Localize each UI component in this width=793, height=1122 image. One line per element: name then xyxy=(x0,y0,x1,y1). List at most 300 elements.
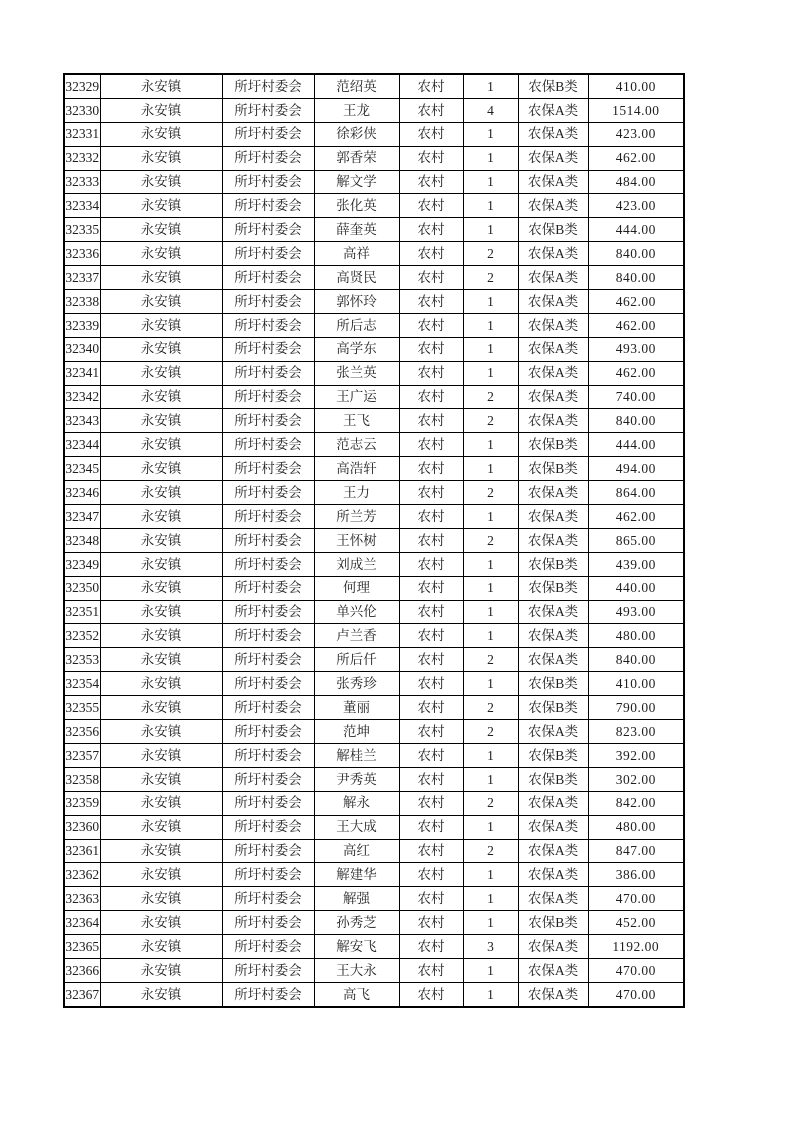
table-cell-id: 32360 xyxy=(64,815,100,839)
table-cell-amount: 423.00 xyxy=(588,122,684,146)
table-cell-id: 32349 xyxy=(64,552,100,576)
table-cell-id: 32357 xyxy=(64,743,100,767)
table-cell-count: 1 xyxy=(463,958,518,982)
table-cell-village: 所圩村委会 xyxy=(222,672,314,696)
table-cell-village: 所圩村委会 xyxy=(222,457,314,481)
table-cell-village: 所圩村委会 xyxy=(222,74,314,98)
table-row xyxy=(64,98,684,122)
table-cell-category: 农保B类 xyxy=(518,433,588,457)
table-cell-town: 永安镇 xyxy=(100,194,222,218)
table-cell-area_type: 农村 xyxy=(399,74,463,98)
table-cell-id: 32348 xyxy=(64,528,100,552)
table-cell-amount: 444.00 xyxy=(588,218,684,242)
table-cell-name: 范绍英 xyxy=(314,74,399,98)
table-cell-name: 高飞 xyxy=(314,982,399,1006)
table-cell-town: 永安镇 xyxy=(100,146,222,170)
table-row xyxy=(64,648,684,672)
table-cell-name: 郭香荣 xyxy=(314,146,399,170)
table-cell-area_type: 农村 xyxy=(399,481,463,505)
table-cell-name: 解桂兰 xyxy=(314,743,399,767)
table-cell-town: 永安镇 xyxy=(100,457,222,481)
table-cell-count: 1 xyxy=(463,576,518,600)
table-cell-category: 农保A类 xyxy=(518,266,588,290)
table-cell-town: 永安镇 xyxy=(100,911,222,935)
table-cell-village: 所圩村委会 xyxy=(222,528,314,552)
table-cell-village: 所圩村委会 xyxy=(222,815,314,839)
table-cell-name: 刘成兰 xyxy=(314,552,399,576)
table-cell-category: 农保A类 xyxy=(518,409,588,433)
table-cell-area_type: 农村 xyxy=(399,624,463,648)
table-cell-town: 永安镇 xyxy=(100,576,222,600)
table-cell-category: 农保A类 xyxy=(518,98,588,122)
table-cell-id: 32350 xyxy=(64,576,100,600)
table-cell-category: 农保B类 xyxy=(518,911,588,935)
table-cell-id: 32335 xyxy=(64,218,100,242)
table-row xyxy=(64,242,684,266)
table-cell-town: 永安镇 xyxy=(100,98,222,122)
table-cell-town: 永安镇 xyxy=(100,266,222,290)
table-cell-amount: 740.00 xyxy=(588,385,684,409)
table-cell-category: 农保B类 xyxy=(518,74,588,98)
table-cell-category: 农保A类 xyxy=(518,481,588,505)
table-cell-town: 永安镇 xyxy=(100,528,222,552)
table-cell-count: 3 xyxy=(463,935,518,959)
table-cell-amount: 840.00 xyxy=(588,266,684,290)
table-cell-name: 郭怀玲 xyxy=(314,290,399,314)
table-cell-amount: 840.00 xyxy=(588,242,684,266)
table-cell-amount: 452.00 xyxy=(588,911,684,935)
table-cell-town: 永安镇 xyxy=(100,337,222,361)
table-cell-count: 4 xyxy=(463,98,518,122)
table-cell-area_type: 农村 xyxy=(399,122,463,146)
table-cell-category: 农保A类 xyxy=(518,290,588,314)
table-cell-village: 所圩村委会 xyxy=(222,361,314,385)
table-cell-name: 卢兰香 xyxy=(314,624,399,648)
table-cell-name: 范坤 xyxy=(314,720,399,744)
table-cell-amount: 462.00 xyxy=(588,505,684,529)
table-cell-area_type: 农村 xyxy=(399,600,463,624)
table-cell-category: 农保A类 xyxy=(518,361,588,385)
table-cell-amount: 444.00 xyxy=(588,433,684,457)
table-row xyxy=(64,815,684,839)
table-cell-name: 解强 xyxy=(314,887,399,911)
table-cell-category: 农保B类 xyxy=(518,696,588,720)
table-cell-town: 永安镇 xyxy=(100,720,222,744)
table-row xyxy=(64,361,684,385)
table-cell-village: 所圩村委会 xyxy=(222,505,314,529)
table-cell-village: 所圩村委会 xyxy=(222,743,314,767)
table-cell-id: 32340 xyxy=(64,337,100,361)
table-cell-name: 所兰芳 xyxy=(314,505,399,529)
table-cell-count: 2 xyxy=(463,242,518,266)
table-cell-id: 32355 xyxy=(64,696,100,720)
table-cell-count: 1 xyxy=(463,743,518,767)
table-cell-category: 农保A类 xyxy=(518,600,588,624)
table-cell-town: 永安镇 xyxy=(100,767,222,791)
table-cell-id: 32346 xyxy=(64,481,100,505)
table-cell-village: 所圩村委会 xyxy=(222,266,314,290)
table-cell-amount: 462.00 xyxy=(588,313,684,337)
table-cell-name: 单兴伦 xyxy=(314,600,399,624)
table-cell-amount: 462.00 xyxy=(588,361,684,385)
table-cell-count: 1 xyxy=(463,337,518,361)
table-cell-town: 永安镇 xyxy=(100,624,222,648)
table-cell-name: 解建华 xyxy=(314,863,399,887)
table-cell-town: 永安镇 xyxy=(100,791,222,815)
table-cell-category: 农保A类 xyxy=(518,791,588,815)
table-row xyxy=(64,791,684,815)
table-cell-name: 王大永 xyxy=(314,958,399,982)
table-cell-count: 1 xyxy=(463,122,518,146)
table-cell-category: 农保A类 xyxy=(518,385,588,409)
table-cell-category: 农保A类 xyxy=(518,146,588,170)
table-cell-count: 1 xyxy=(463,600,518,624)
table-cell-count: 1 xyxy=(463,218,518,242)
table-cell-village: 所圩村委会 xyxy=(222,218,314,242)
table-cell-town: 永安镇 xyxy=(100,863,222,887)
table-row xyxy=(64,696,684,720)
table-cell-count: 1 xyxy=(463,505,518,529)
table-cell-id: 32342 xyxy=(64,385,100,409)
table-cell-category: 农保B类 xyxy=(518,576,588,600)
table-cell-town: 永安镇 xyxy=(100,242,222,266)
table-cell-area_type: 农村 xyxy=(399,194,463,218)
table-cell-area_type: 农村 xyxy=(399,290,463,314)
table-cell-amount: 847.00 xyxy=(588,839,684,863)
table-cell-amount: 865.00 xyxy=(588,528,684,552)
table-cell-name: 范志云 xyxy=(314,433,399,457)
table-cell-count: 1 xyxy=(463,552,518,576)
table-cell-count: 1 xyxy=(463,194,518,218)
table-cell-name: 王广运 xyxy=(314,385,399,409)
table-cell-category: 农保B类 xyxy=(518,552,588,576)
table-cell-village: 所圩村委会 xyxy=(222,481,314,505)
table-cell-area_type: 农村 xyxy=(399,958,463,982)
table-cell-id: 32358 xyxy=(64,767,100,791)
table-cell-village: 所圩村委会 xyxy=(222,982,314,1006)
table-cell-category: 农保A类 xyxy=(518,624,588,648)
table-cell-area_type: 农村 xyxy=(399,505,463,529)
table-row xyxy=(64,743,684,767)
table-cell-town: 永安镇 xyxy=(100,552,222,576)
table-cell-village: 所圩村委会 xyxy=(222,958,314,982)
table-row xyxy=(64,935,684,959)
table-cell-village: 所圩村委会 xyxy=(222,863,314,887)
table-cell-name: 董丽 xyxy=(314,696,399,720)
table-cell-id: 32329 xyxy=(64,74,100,98)
table-cell-category: 农保A类 xyxy=(518,935,588,959)
table-cell-area_type: 农村 xyxy=(399,767,463,791)
table-cell-village: 所圩村委会 xyxy=(222,791,314,815)
table-cell-count: 2 xyxy=(463,409,518,433)
table-row xyxy=(64,74,684,98)
table-cell-amount: 493.00 xyxy=(588,600,684,624)
table-cell-amount: 302.00 xyxy=(588,767,684,791)
table-cell-village: 所圩村委会 xyxy=(222,720,314,744)
table-cell-amount: 392.00 xyxy=(588,743,684,767)
table-cell-count: 1 xyxy=(463,982,518,1006)
table-row xyxy=(64,958,684,982)
table-cell-area_type: 农村 xyxy=(399,242,463,266)
table-cell-category: 农保B类 xyxy=(518,457,588,481)
table-row xyxy=(64,552,684,576)
table-cell-town: 永安镇 xyxy=(100,313,222,337)
table-cell-amount: 1514.00 xyxy=(588,98,684,122)
table-cell-count: 2 xyxy=(463,720,518,744)
table-cell-id: 32330 xyxy=(64,98,100,122)
table-cell-amount: 823.00 xyxy=(588,720,684,744)
table-cell-town: 永安镇 xyxy=(100,122,222,146)
table-cell-category: 农保A类 xyxy=(518,958,588,982)
table-cell-count: 1 xyxy=(463,313,518,337)
table-cell-town: 永安镇 xyxy=(100,218,222,242)
table-cell-name: 尹秀英 xyxy=(314,767,399,791)
table-cell-amount: 494.00 xyxy=(588,457,684,481)
table-cell-count: 2 xyxy=(463,648,518,672)
table-cell-id: 32353 xyxy=(64,648,100,672)
table-cell-count: 1 xyxy=(463,74,518,98)
table-cell-id: 32359 xyxy=(64,791,100,815)
table-row xyxy=(64,863,684,887)
table-cell-village: 所圩村委会 xyxy=(222,122,314,146)
table-cell-town: 永安镇 xyxy=(100,743,222,767)
table-cell-category: 农保A类 xyxy=(518,194,588,218)
table-cell-village: 所圩村委会 xyxy=(222,170,314,194)
table-cell-village: 所圩村委会 xyxy=(222,290,314,314)
table-cell-category: 农保A类 xyxy=(518,839,588,863)
table-cell-town: 永安镇 xyxy=(100,839,222,863)
table-cell-name: 解永 xyxy=(314,791,399,815)
table-cell-category: 农保A类 xyxy=(518,815,588,839)
table-cell-amount: 410.00 xyxy=(588,672,684,696)
table-row xyxy=(64,194,684,218)
table-cell-category: 农保A类 xyxy=(518,313,588,337)
table-cell-count: 1 xyxy=(463,290,518,314)
table-cell-category: 农保B类 xyxy=(518,743,588,767)
table-row xyxy=(64,146,684,170)
table-cell-category: 农保A类 xyxy=(518,337,588,361)
table-cell-category: 农保A类 xyxy=(518,242,588,266)
table-cell-area_type: 农村 xyxy=(399,911,463,935)
table-cell-category: 农保A类 xyxy=(518,648,588,672)
table-cell-village: 所圩村委会 xyxy=(222,696,314,720)
table-cell-amount: 1192.00 xyxy=(588,935,684,959)
table-cell-id: 32363 xyxy=(64,887,100,911)
table-cell-town: 永安镇 xyxy=(100,361,222,385)
table-cell-id: 32347 xyxy=(64,505,100,529)
table-cell-amount: 470.00 xyxy=(588,958,684,982)
table-cell-id: 32334 xyxy=(64,194,100,218)
table-cell-village: 所圩村委会 xyxy=(222,767,314,791)
table-cell-village: 所圩村委会 xyxy=(222,839,314,863)
table-cell-name: 张兰英 xyxy=(314,361,399,385)
table-cell-category: 农保A类 xyxy=(518,170,588,194)
table-cell-id: 32339 xyxy=(64,313,100,337)
table-cell-town: 永安镇 xyxy=(100,982,222,1006)
table-row xyxy=(64,720,684,744)
table-cell-area_type: 农村 xyxy=(399,266,463,290)
table-cell-id: 32338 xyxy=(64,290,100,314)
table-cell-id: 32354 xyxy=(64,672,100,696)
table-row xyxy=(64,624,684,648)
table-cell-village: 所圩村委会 xyxy=(222,313,314,337)
table-cell-count: 1 xyxy=(463,863,518,887)
table-cell-amount: 480.00 xyxy=(588,815,684,839)
table-cell-id: 32331 xyxy=(64,122,100,146)
table-cell-amount: 864.00 xyxy=(588,481,684,505)
table-cell-area_type: 农村 xyxy=(399,552,463,576)
table-cell-id: 32365 xyxy=(64,935,100,959)
table-cell-town: 永安镇 xyxy=(100,433,222,457)
table-cell-area_type: 农村 xyxy=(399,98,463,122)
table-cell-name: 王大成 xyxy=(314,815,399,839)
table-cell-amount: 462.00 xyxy=(588,146,684,170)
table-cell-area_type: 农村 xyxy=(399,218,463,242)
table-row xyxy=(64,528,684,552)
table-cell-id: 32333 xyxy=(64,170,100,194)
table-row xyxy=(64,911,684,935)
table-cell-id: 32332 xyxy=(64,146,100,170)
table-row xyxy=(64,457,684,481)
table-cell-area_type: 农村 xyxy=(399,433,463,457)
table-cell-category: 农保A类 xyxy=(518,505,588,529)
table-row xyxy=(64,218,684,242)
table-cell-amount: 790.00 xyxy=(588,696,684,720)
table-cell-count: 2 xyxy=(463,791,518,815)
table-cell-amount: 842.00 xyxy=(588,791,684,815)
table-cell-area_type: 农村 xyxy=(399,576,463,600)
table-cell-area_type: 农村 xyxy=(399,887,463,911)
table-row xyxy=(64,337,684,361)
table-cell-village: 所圩村委会 xyxy=(222,385,314,409)
table-cell-area_type: 农村 xyxy=(399,409,463,433)
table-cell-village: 所圩村委会 xyxy=(222,146,314,170)
table-cell-area_type: 农村 xyxy=(399,337,463,361)
table-cell-amount: 840.00 xyxy=(588,648,684,672)
table-cell-name: 高祥 xyxy=(314,242,399,266)
table-row xyxy=(64,122,684,146)
table-cell-name: 高贤民 xyxy=(314,266,399,290)
table-cell-town: 永安镇 xyxy=(100,648,222,672)
table-cell-town: 永安镇 xyxy=(100,481,222,505)
table-cell-area_type: 农村 xyxy=(399,839,463,863)
table-cell-amount: 484.00 xyxy=(588,170,684,194)
table-cell-count: 1 xyxy=(463,911,518,935)
table-cell-id: 32361 xyxy=(64,839,100,863)
table-cell-id: 32343 xyxy=(64,409,100,433)
table-row xyxy=(64,385,684,409)
table-cell-category: 农保B类 xyxy=(518,672,588,696)
table-cell-town: 永安镇 xyxy=(100,696,222,720)
table-cell-area_type: 农村 xyxy=(399,170,463,194)
table-cell-id: 32345 xyxy=(64,457,100,481)
table-cell-count: 1 xyxy=(463,767,518,791)
table-cell-area_type: 农村 xyxy=(399,863,463,887)
table-cell-amount: 480.00 xyxy=(588,624,684,648)
table-cell-category: 农保A类 xyxy=(518,863,588,887)
table-cell-id: 32341 xyxy=(64,361,100,385)
table-cell-name: 孙秀芝 xyxy=(314,911,399,935)
table-row xyxy=(64,505,684,529)
table-cell-category: 农保B类 xyxy=(518,218,588,242)
table-cell-count: 1 xyxy=(463,887,518,911)
table-cell-area_type: 农村 xyxy=(399,361,463,385)
table-cell-category: 农保A类 xyxy=(518,720,588,744)
table-cell-count: 1 xyxy=(463,146,518,170)
table-cell-name: 高红 xyxy=(314,839,399,863)
table-cell-area_type: 农村 xyxy=(399,720,463,744)
table-cell-village: 所圩村委会 xyxy=(222,887,314,911)
table-cell-name: 张秀珍 xyxy=(314,672,399,696)
table-cell-count: 1 xyxy=(463,170,518,194)
table-cell-area_type: 农村 xyxy=(399,672,463,696)
table-cell-town: 永安镇 xyxy=(100,935,222,959)
table-cell-name: 解文学 xyxy=(314,170,399,194)
payment-table-body xyxy=(64,74,684,1007)
table-cell-village: 所圩村委会 xyxy=(222,98,314,122)
table-cell-town: 永安镇 xyxy=(100,385,222,409)
table-row xyxy=(64,290,684,314)
table-cell-amount: 493.00 xyxy=(588,337,684,361)
table-cell-village: 所圩村委会 xyxy=(222,576,314,600)
table-cell-count: 2 xyxy=(463,385,518,409)
table-cell-area_type: 农村 xyxy=(399,313,463,337)
table-cell-id: 32364 xyxy=(64,911,100,935)
table-cell-town: 永安镇 xyxy=(100,600,222,624)
table-cell-id: 32337 xyxy=(64,266,100,290)
table-cell-village: 所圩村委会 xyxy=(222,935,314,959)
table-cell-area_type: 农村 xyxy=(399,935,463,959)
table-row xyxy=(64,481,684,505)
table-cell-count: 2 xyxy=(463,266,518,290)
table-row xyxy=(64,313,684,337)
table-cell-town: 永安镇 xyxy=(100,505,222,529)
table-cell-village: 所圩村委会 xyxy=(222,600,314,624)
table-cell-village: 所圩村委会 xyxy=(222,552,314,576)
table-cell-id: 32356 xyxy=(64,720,100,744)
table-cell-amount: 440.00 xyxy=(588,576,684,600)
table-cell-amount: 470.00 xyxy=(588,887,684,911)
table-cell-area_type: 农村 xyxy=(399,648,463,672)
table-cell-count: 1 xyxy=(463,815,518,839)
table-cell-village: 所圩村委会 xyxy=(222,194,314,218)
table-row xyxy=(64,266,684,290)
table-cell-id: 32351 xyxy=(64,600,100,624)
table-cell-town: 永安镇 xyxy=(100,290,222,314)
table-cell-category: 农保B类 xyxy=(518,767,588,791)
table-cell-area_type: 农村 xyxy=(399,743,463,767)
table-cell-name: 解安飞 xyxy=(314,935,399,959)
table-row xyxy=(64,887,684,911)
table-cell-village: 所圩村委会 xyxy=(222,648,314,672)
table-cell-name: 高学东 xyxy=(314,337,399,361)
table-cell-area_type: 农村 xyxy=(399,457,463,481)
table-cell-name: 王怀树 xyxy=(314,528,399,552)
table-cell-town: 永安镇 xyxy=(100,887,222,911)
table-cell-village: 所圩村委会 xyxy=(222,911,314,935)
table-cell-count: 1 xyxy=(463,457,518,481)
table-row xyxy=(64,409,684,433)
table-cell-area_type: 农村 xyxy=(399,385,463,409)
table-cell-name: 王飞 xyxy=(314,409,399,433)
table-cell-category: 农保A类 xyxy=(518,528,588,552)
table-cell-area_type: 农村 xyxy=(399,528,463,552)
table-cell-area_type: 农村 xyxy=(399,982,463,1006)
table-cell-town: 永安镇 xyxy=(100,815,222,839)
table-row xyxy=(64,767,684,791)
table-cell-id: 32367 xyxy=(64,982,100,1006)
table-cell-village: 所圩村委会 xyxy=(222,242,314,266)
